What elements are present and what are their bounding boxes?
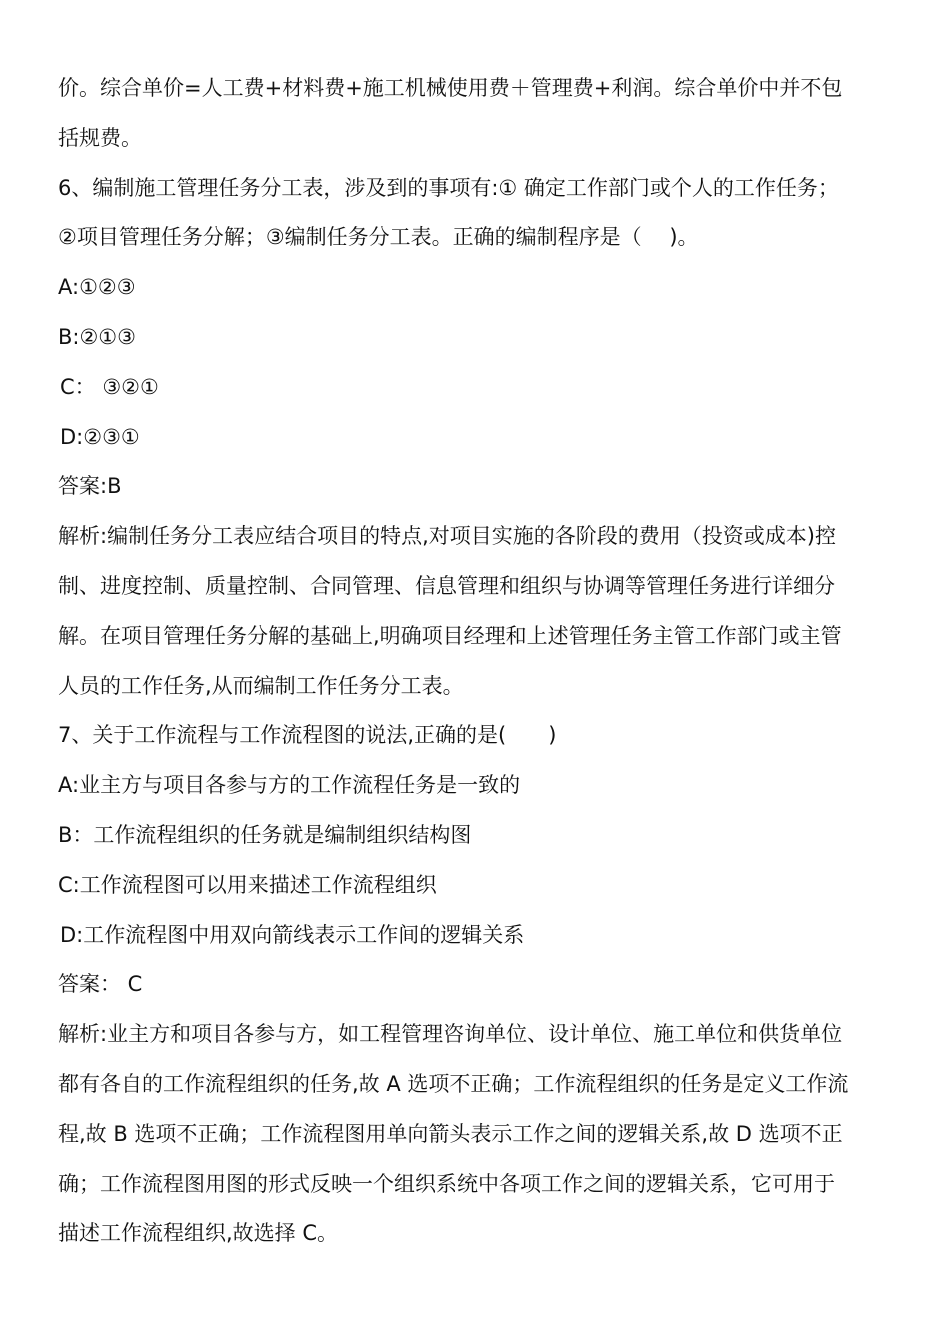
question-7-stem: 7、关于工作流程与工作流程图的说法,正确的是( )	[58, 723, 557, 748]
question-6-stem: 6、编制施工管理任务分工表，涉及到的事项有:① 确定工作部门或个人的工作任务；	[58, 175, 839, 200]
question-7-option-b: B：工作流程组织的任务就是编制组织结构图	[58, 822, 472, 847]
question-7-option-d: D:工作流程图中用双向箭线表示工作间的逻辑关系	[60, 922, 525, 947]
question-7-explanation-2: 都有各自的工作流程组织的任务,故 A 选项不正确；工作流程组织的任务是定义工作流	[58, 1071, 849, 1096]
question-7-explanation-4: 确；工作流程图用图的形式反映一个组织系统中各项工作之间的逻辑关系，它可用于	[58, 1171, 835, 1196]
document-page	[58, 64, 898, 1259]
text-line-q5-explanation-end-2: 括规费。	[58, 125, 142, 150]
question-6-explanation-2: 制、进度控制、质量控制、合同管理、信息管理和组织与协调等管理任务进行详细分	[58, 573, 835, 598]
question-6-option-d: D:②③①	[60, 424, 140, 449]
question-6-explanation: 解析:编制任务分工表应结合项目的特点,对项目实施的各阶段的费用（投资或成本)控	[58, 524, 836, 549]
question-6-option-b: B:②①③	[58, 324, 136, 349]
text-line-q5-explanation-end: 价。综合单价=人工费+材料费+施工机械使用费＋管理费+利润。综合单价中并不包	[58, 76, 843, 100]
question-6-answer: 答案:B	[58, 474, 122, 499]
question-7-explanation-3: 程,故 B 选项不正确；工作流程图用单向箭头表示工作之间的逻辑关系,故 D 选项不正	[58, 1121, 843, 1146]
question-7-option-a: A:业主方与项目各参与方的工作流程任务是一致的	[58, 773, 521, 798]
question-7-option-c: C:工作流程图可以用来描述工作流程组织	[58, 872, 437, 897]
question-6-explanation-4: 人员的工作任务,从而编制工作任务分工表。	[58, 673, 464, 698]
question-6-option-a: A:①②③	[58, 275, 136, 300]
question-7-answer: 答案： C	[58, 972, 143, 997]
question-7-explanation: 解析:业主方和项目各参与方，如工程管理咨询单位、设计单位、施工单位和供货单位	[58, 1022, 843, 1047]
question-7-explanation-5: 描述工作流程组织,故选择 C。	[58, 1221, 339, 1246]
question-6-option-c: C： ③②①	[60, 374, 159, 399]
question-6-explanation-3: 解。在项目管理任务分解的基础上,明确项目经理和上述管理任务主管工作部门或主管	[58, 623, 842, 648]
question-6-stem-2: ②项目管理任务分解；③编制任务分工表。正确的编制程序是（ )。	[58, 225, 699, 250]
